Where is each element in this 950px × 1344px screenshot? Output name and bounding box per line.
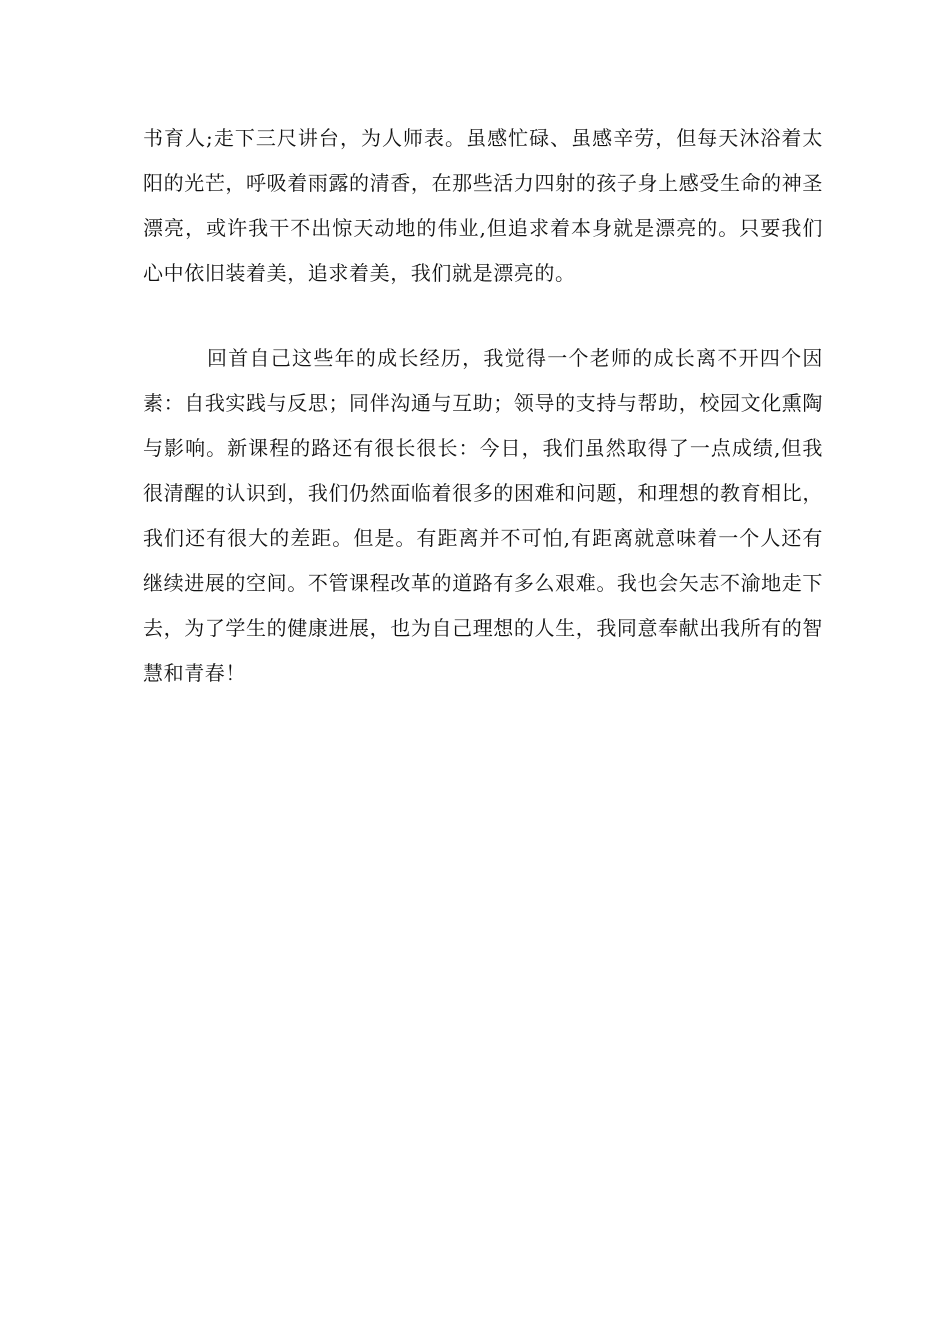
- paragraph-line: 心中依旧装着美，追求着美，我们就是漂亮的。: [143, 261, 576, 285]
- paragraph-line: 阳的光芒，呼吸着雨露的清香，在那些活力四射的孩子身上感受生命的神圣: [143, 171, 823, 195]
- paragraph-line: 很清醒的认识到，我们仍然面临着很多的困难和问题，和理想的教育相比，: [143, 481, 823, 505]
- paragraph-line: 素：自我实践与反思；同伴沟通与互助；领导的支持与帮助，校园文化熏陶: [143, 391, 823, 415]
- paragraph-1: [143, 116, 823, 296]
- paragraph-line: 我们还有很大的差距。但是。有距离并不可怕,有距离就意味着一个人还有: [143, 526, 823, 550]
- paragraph-line: 慧和青春！: [143, 661, 246, 685]
- paragraph-line: 书育人;走下三尺讲台，为人师表。虽感忙碌、虽感辛劳，但每天沐浴着太: [143, 126, 823, 150]
- paragraph-line: 继续进展的空间。不管课程改革的道路有多么艰难。我也会矢志不渝地走下: [143, 571, 823, 595]
- paragraph-line: 与影响。新课程的路还有很长很长：今日，我们虽然取得了一点成绩,但我: [143, 436, 823, 460]
- paragraph-line: 回首自己这些年的成长经历，我觉得一个老师的成长离不开四个因: [207, 346, 823, 370]
- paragraph-line: 漂亮，或许我干不出惊天动地的伟业,但追求着本身就是漂亮的。只要我们: [143, 216, 823, 240]
- paragraph-line: 去，为了学生的健康进展，也为自己理想的人生，我同意奉献出我所有的智: [143, 616, 823, 640]
- paragraph-2: [143, 336, 823, 696]
